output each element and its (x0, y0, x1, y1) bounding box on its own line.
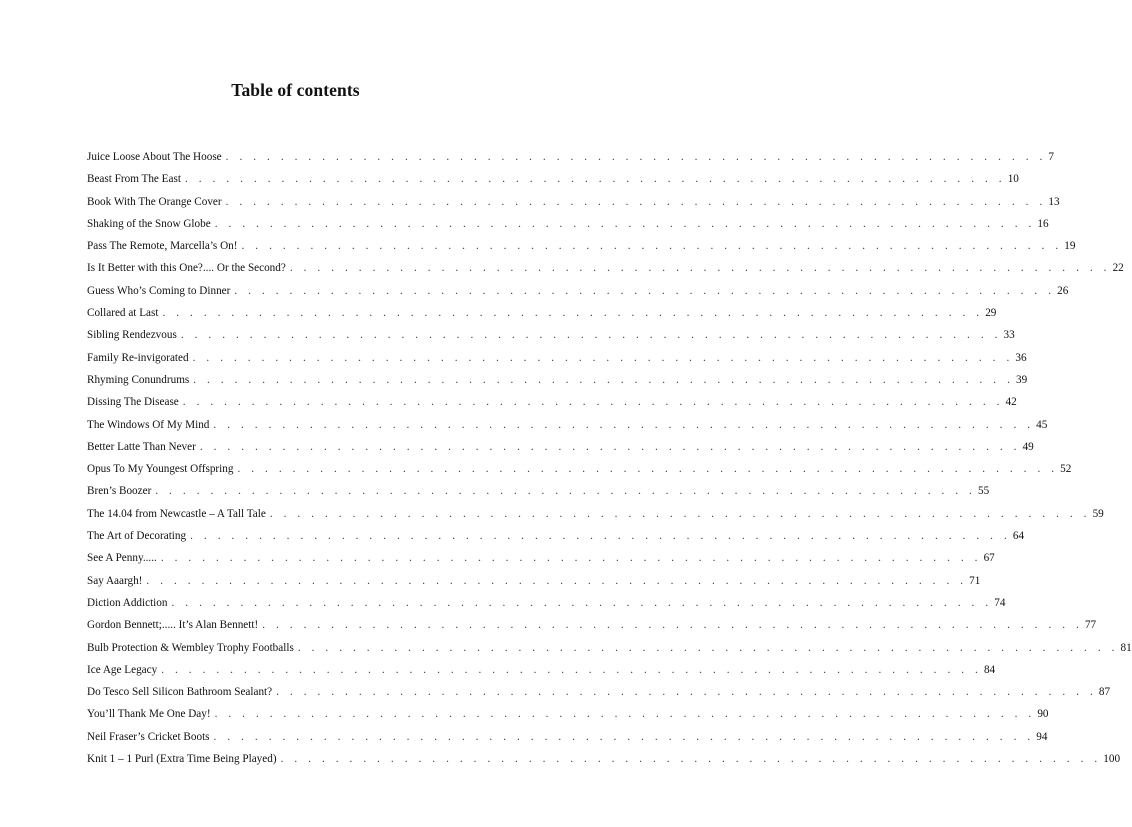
toc-entry[interactable] (87, 703, 1049, 725)
toc-page-number: 22 (1112, 262, 1124, 275)
toc-page-number: 19 (1064, 240, 1076, 253)
toc-dot-leader: . . . . . . . . . . . . . . . . . . . . . . . . . . . . . . . . . . . . . . . . . . . . . . . . . . . . . . . . . . . . (180, 329, 1002, 342)
toc-entry-title: Opus To My Youngest Offspring (87, 463, 234, 476)
toc-page-number: 39 (1015, 373, 1028, 386)
toc-entry-title: See A Penny..... (87, 552, 157, 565)
toc-page-number: 16 (1037, 217, 1049, 230)
toc-entry[interactable] (87, 592, 1006, 614)
toc-page-number: 55 (978, 485, 990, 498)
toc-dot-leader: . . . . . . . . . . . . . . . . . . . . . . . . . . . . . . . . . . . . . . . . . . . . . . . . . . . . . . . . . . . . (241, 240, 1063, 253)
toc-entry-title: Diction Addiction (87, 596, 168, 609)
table-of-contents (87, 146, 1132, 770)
toc-entry-title: The Windows Of My Mind (87, 418, 210, 431)
toc-entry-title: Shaking of the Snow Globe (87, 217, 211, 230)
toc-entry-title: Beast From The East (87, 173, 181, 186)
toc-entry[interactable] (87, 614, 1097, 636)
toc-entry-title: Book With The Orange Cover (87, 195, 222, 208)
toc-entry-title: Is It Better with this One?.... Or the Second? (87, 262, 286, 275)
toc-page-number: 94 (1036, 730, 1048, 743)
toc-dot-leader: . . . . . . . . . . . . . . . . . . . . . . . . . . . . . . . . . . . . . . . . . . . . . . . . . . . . . . . . . . . . (162, 307, 984, 320)
toc-entry[interactable] (87, 235, 1076, 257)
toc-entry-title: Family Re-invigorated (87, 351, 189, 364)
toc-dot-leader: . . . . . . . . . . . . . . . . . . . . . . . . . . . . . . . . . . . . . . . . . . . . . . . . . . . . . . . . . . . . (193, 373, 1014, 386)
toc-page-number: 42 (1005, 396, 1017, 409)
toc-entry-title: Ice Age Legacy (87, 663, 158, 676)
toc-page-number: 45 (1036, 418, 1048, 431)
toc-entry[interactable] (87, 168, 1019, 190)
toc-entry[interactable] (87, 146, 1054, 168)
toc-entry[interactable] (87, 659, 996, 681)
toc-dot-leader: . . . . . . . . . . . . . . . . . . . . . . . . . . . . . . . . . . . . . . . . . . . . . . . . . . . . . . . . . . . . (214, 217, 1036, 230)
toc-entry-title: The 14.04 from Newcastle – A Tall Tale (87, 507, 266, 520)
toc-entry[interactable] (87, 681, 1111, 703)
toc-dot-leader: . . . . . . . . . . . . . . . . . . . . . . . . . . . . . . . . . . . . . . . . . . . . . . . . . . . . . . . . . . . . (199, 440, 1021, 453)
toc-dot-leader: . . . . . . . . . . . . . . . . . . . . . . . . . . . . . . . . . . . . . . . . . . . . . . . . . . . . . . . . . . . . (234, 284, 1056, 297)
toc-entry[interactable] (87, 324, 1015, 346)
toc-dot-leader: . . . . . . . . . . . . . . . . . . . . . . . . . . . . . . . . . . . . . . . . . . . . . . . . . . . . . . . . . . . . (171, 596, 993, 609)
toc-page-number: 59 (1092, 507, 1104, 520)
toc-entry[interactable] (87, 414, 1048, 436)
toc-entry[interactable] (87, 748, 1121, 770)
toc-entry-title: Knit 1 – 1 Purl (Extra Time Being Played) (87, 753, 277, 766)
toc-entry-title: Rhyming Conundrums (87, 373, 190, 386)
toc-page-number: 49 (1022, 440, 1034, 453)
toc-dot-leader: . . . . . . . . . . . . . . . . . . . . . . . . . . . . . . . . . . . . . . . . . . . . . . . . . . . . . . . . . . . . (280, 753, 1102, 766)
toc-entry[interactable] (87, 458, 1072, 480)
toc-dot-leader: . . . . . . . . . . . . . . . . . . . . . . . . . . . . . . . . . . . . . . . . . . . . . . . . . . . . . . . . . . . . (289, 262, 1111, 275)
toc-dot-leader: . . . . . . . . . . . . . . . . . . . . . . . . . . . . . . . . . . . . . . . . . . . . . . . . . . . . . . . . . . . . (161, 663, 982, 676)
toc-dot-leader: . . . . . . . . . . . . . . . . . . . . . . . . . . . . . . . . . . . . . . . . . . . . . . . . . . . . . . . . . . . . (276, 686, 1097, 699)
toc-entry-title: The Art of Decorating (87, 530, 187, 543)
toc-page-number: 77 (1084, 619, 1097, 632)
toc-entry[interactable] (87, 302, 997, 324)
toc-page-number: 74 (994, 596, 1006, 609)
toc-page-number: 13 (1048, 195, 1060, 208)
toc-entry[interactable] (87, 525, 1025, 547)
toc-dot-leader: . . . . . . . . . . . . . . . . . . . . . . . . . . . . . . . . . . . . . . . . . . . . . . . . . . . . . . . . . . . . (146, 574, 968, 587)
toc-dot-leader: . . . . . . . . . . . . . . . . . . . . . . . . . . . . . . . . . . . . . . . . . . . . . . . . . . . . . . . . . . . . (269, 507, 1091, 520)
toc-entry-title: Do Tesco Sell Silicon Bathroom Sealant? (87, 686, 273, 699)
toc-dot-leader: . . . . . . . . . . . . . . . . . . . . . . . . . . . . . . . . . . . . . . . . . . . . . . . . . . . . . . . . . . . . (155, 485, 977, 498)
toc-entry[interactable] (87, 570, 981, 592)
toc-entry[interactable] (87, 280, 1069, 302)
toc-dot-leader: . . . . . . . . . . . . . . . . . . . . . . . . . . . . . . . . . . . . . . . . . . . . . . . . . . . . . . . . . . . . (262, 619, 1083, 632)
toc-page-number: 33 (1003, 329, 1015, 342)
toc-dot-leader: . . . . . . . . . . . . . . . . . . . . . . . . . . . . . . . . . . . . . . . . . . . . . . . . . . . . . . . . . . . . (213, 418, 1035, 431)
toc-entry[interactable] (87, 547, 995, 569)
toc-dot-leader: . . . . . . . . . . . . . . . . . . . . . . . . . . . . . . . . . . . . . . . . . . . . . . . . . . . . . . . . . . . . (225, 151, 1047, 163)
toc-page-number: 87 (1098, 686, 1111, 699)
toc-entry[interactable] (87, 369, 1028, 391)
toc-page-number: 90 (1037, 708, 1049, 721)
toc-entry-title: Sibling Rendezvous (87, 329, 177, 342)
toc-page-number: 64 (1012, 530, 1025, 543)
toc-dot-leader: . . . . . . . . . . . . . . . . . . . . . . . . . . . . . . . . . . . . . . . . . . . . . . . . . . . . . . . . . . . . (160, 552, 982, 565)
page-title: Table of contents (231, 79, 360, 100)
toc-entry-title: Juice Loose About The Hoose (87, 151, 222, 163)
toc-page-number: 26 (1057, 284, 1069, 297)
toc-page-number: 84 (983, 663, 996, 676)
toc-page-number: 71 (969, 574, 981, 587)
toc-dot-leader: . . . . . . . . . . . . . . . . . . . . . . . . . . . . . . . . . . . . . . . . . . . . . . . . . . . . . . . . . . . . (213, 730, 1035, 743)
toc-entry-title: Gordon Bennett;..... It’s Alan Bennett! (87, 619, 259, 632)
toc-entry[interactable] (87, 480, 990, 502)
toc-entry-title: Pass The Remote, Marcella’s On! (87, 240, 238, 253)
toc-entry-title: Bulb Protection & Wembley Trophy Footballs (87, 641, 294, 654)
toc-page-number: 81 (1120, 641, 1132, 654)
toc-dot-leader: . . . . . . . . . . . . . . . . . . . . . . . . . . . . . . . . . . . . . . . . . . . . . . . . . . . . . . . . . . . . (192, 351, 1014, 364)
toc-entry-title: Guess Who’s Coming to Dinner (87, 284, 231, 297)
toc-entry[interactable] (87, 391, 1017, 413)
toc-page-number: 67 (983, 552, 995, 565)
toc-dot-leader: . . . . . . . . . . . . . . . . . . . . . . . . . . . . . . . . . . . . . . . . . . . . . . . . . . . . . . . . . . . . (182, 396, 1004, 409)
toc-dot-leader: . . . . . . . . . . . . . . . . . . . . . . . . . . . . . . . . . . . . . . . . . . . . . . . . . . . . . . . . . . . . (225, 195, 1047, 208)
toc-dot-leader: . . . . . . . . . . . . . . . . . . . . . . . . . . . . . . . . . . . . . . . . . . . . . . . . . . . . . . . . . . . . (214, 708, 1036, 721)
toc-entry[interactable] (87, 436, 1034, 458)
toc-entry[interactable] (87, 257, 1124, 279)
toc-page-number: 36 (1015, 351, 1027, 364)
toc-entry[interactable] (87, 347, 1027, 369)
toc-entry-title: Bren’s Boozer (87, 485, 152, 498)
toc-entry-title: Neil Fraser’s Cricket Boots (87, 730, 210, 743)
toc-entry-title: You’ll Thank Me One Day! (87, 708, 211, 721)
toc-dot-leader: . . . . . . . . . . . . . . . . . . . . . . . . . . . . . . . . . . . . . . . . . . . . . . . . . . . . . . . . . . . . (237, 463, 1059, 476)
toc-entry[interactable] (87, 726, 1048, 748)
toc-entry[interactable] (87, 503, 1104, 525)
toc-entry[interactable] (87, 191, 1060, 213)
toc-entry-title: Better Latte Than Never (87, 440, 196, 453)
toc-entry[interactable] (87, 213, 1049, 235)
toc-dot-leader: . . . . . . . . . . . . . . . . . . . . . . . . . . . . . . . . . . . . . . . . . . . . . . . . . . . . . . . . . . . . (297, 641, 1119, 654)
toc-page-number: 10 (1007, 173, 1019, 186)
toc-dot-leader: . . . . . . . . . . . . . . . . . . . . . . . . . . . . . . . . . . . . . . . . . . . . . . . . . . . . . . . . . . . . (184, 173, 1006, 186)
toc-page-number: 52 (1060, 463, 1072, 476)
toc-entry-title: Dissing The Disease (87, 396, 179, 409)
toc-entry-title: Say Aaargh! (87, 574, 143, 587)
toc-page-number: 100 (1103, 753, 1121, 766)
toc-entry[interactable] (87, 637, 1132, 659)
toc-page-number: 7 (1048, 151, 1054, 163)
toc-dot-leader: . . . . . . . . . . . . . . . . . . . . . . . . . . . . . . . . . . . . . . . . . . . . . . . . . . . . . . . . . . . . (190, 530, 1011, 543)
toc-entry-title: Collared at Last (87, 307, 159, 320)
toc-page-number: 29 (985, 307, 997, 320)
